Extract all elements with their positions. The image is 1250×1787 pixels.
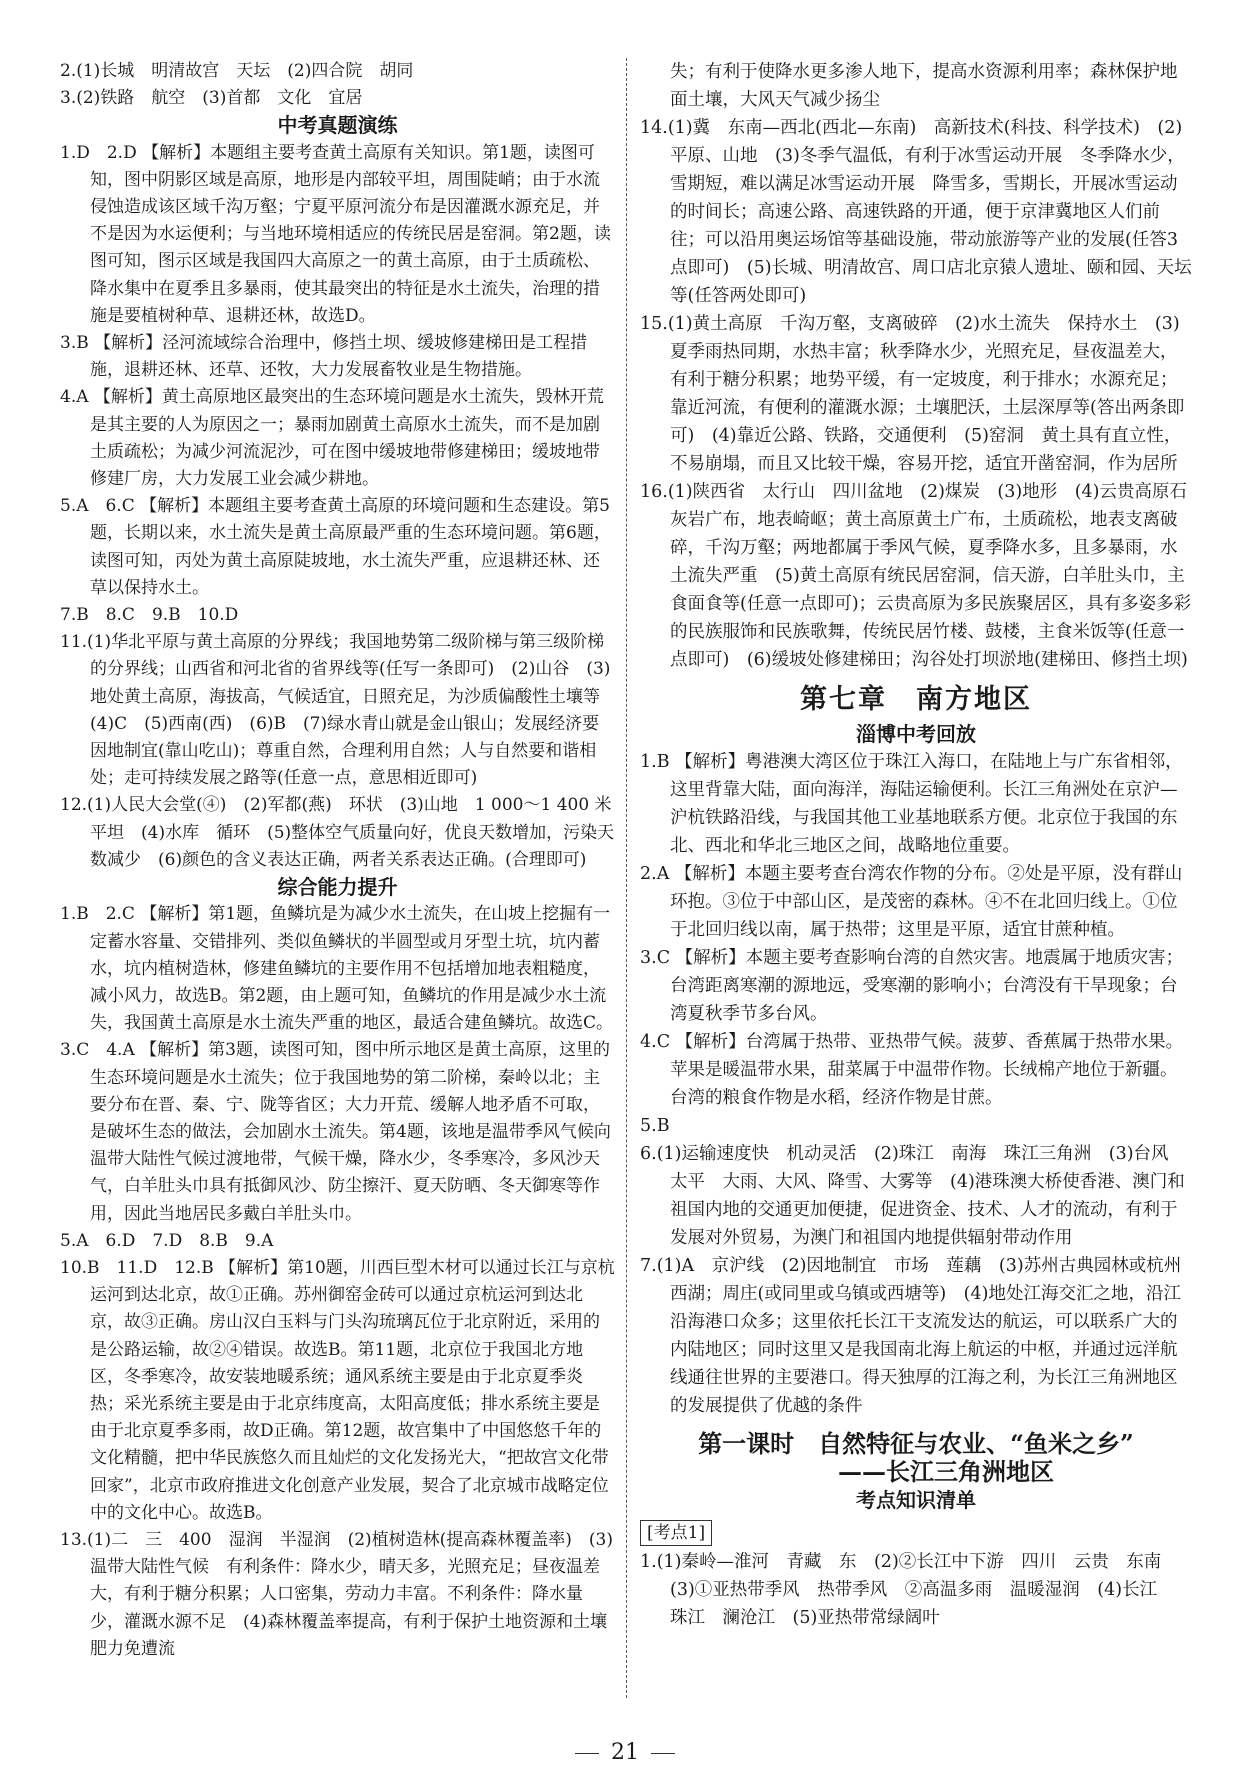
column-divider: [626, 58, 627, 1698]
answer-item: 3.C 【解析】本题主要考查影响台湾的自然灾害。地震属于地质灾害；台湾距离寒潮的源地远，受寒潮的影响小；台湾没有干旱现象；台湾夏秋季节多台风。: [640, 948, 1184, 1024]
answer-item: 11.(1)华北平原与黄土高原的分界线；我国地势第二级阶梯与第三级阶梯的分界线；山西省和河北省的省界线等(任写一条即可) (2)山谷 (3)地处黄土高原，海拔高，气候适宜，日照充足，为沙质偏酸性土壤等 (4)C (5)西南(西) (6)B (7)绿水青山就是金山银山；发展经济要因地制宜(靠山吃山)；尊重自然，合理利用自然；人与自然要和谐相处；走可持续发展之路等(任意一点，意思相近即可): [60, 632, 617, 789]
left-column: [60, 58, 629, 1663]
section-heading: 综合能力提升: [277, 875, 398, 900]
answer-item: 1.B 【解析】粤港澳大湾区位于珠江入海口，在陆地上与广东省相邻，这里背靠大陆，面向海洋，海陆运输便利。长江三角洲处在京沪—沪杭铁路沿线，与我国其他工业基地联系方便。北京位于我国的东北、西北和华北三地区之间，战略地位重要。: [640, 752, 1183, 856]
page-number: [0, 1740, 1250, 1765]
answer-item: 5.A 6.C 【解析】本题组主要考查黄土高原的环境问题和生态建设。第5题，长期以来，水土流失是黄土高原最严重的生态环境问题。第6题，读图可知，丙处为黄土高原陡坡地，水土流失严重，应退耕还林、还草以保持水土。: [60, 496, 611, 598]
answer-item: 5.B: [640, 1116, 670, 1136]
answer-item: 4.C 【解析】台湾属于热带、亚热带气候。菠萝、香蕉属于热带水果。苹果是暖温带水果，甜菜属于中温带作物。长绒棉产地位于新疆。台湾的粮食作物是水稻，经济作物是甘蔗。: [640, 1032, 1184, 1108]
dash-right: [651, 1753, 675, 1754]
answer-item: 1.D 2.D 【解析】本题组主要考查黄土高原有关知识。第1题，读图可知，图中阴影区域是高原，地形是内部较平坦，周围陡峭；由于水流侵蚀造成该区域千沟万壑；宁夏平原河流分布是因灌溉水源充足，并不是因为水运便利；与当地环境相适应的传统民居是窑洞。第2题，读图可知，图示区域是我国四大高原之一的黄土高原，由于土质疏松、降水集中在夏季且多暴雨，使其最突出的特征是水土流失，治理的措施是要植树种草、退耕还林，故选D。: [60, 142, 611, 326]
answer-item: 7.B 8.C 9.B 10.D: [60, 605, 239, 626]
chapter-title: 第七章 南方地区: [800, 684, 1032, 715]
section-heading: 考点知识清单: [856, 1488, 976, 1512]
answer-item: 16.(1)陕西省 太行山 四川盆地 (2)煤炭 (3)地形 (4)云贵高原石灰岩广布，地表崎岖；黄土高原黄土广布，土质疏松，地表支离破碎，千沟万壑；两地都属于季风气候，夏季降水多，且多暴雨，水土流失严重 (5)黄土高原有统民居窑洞，信天游，白羊肚头巾，主食面食等(任意一点即可)；云贵高原为多民族聚居区，具有多姿多彩的民族服饰和民族歌舞，传统民居竹楼、鼓楼，主食米饭等(任意一点即可) (6)缓坡处修建梯田；沟谷处打坝淤地(建梯田、修挡土坝): [640, 482, 1192, 670]
answer-item: 12.(1)人民大会堂(④) (2)军都(燕) 环状 (3)山地 1 000～1 400 米 平坦 (4)水库 循环 (5)整体空气质量向好，优良天数增加，污染天数减少 (6)颜色的含义表达正确，两者关系表达正确。(合理即可): [60, 795, 629, 870]
answer-item: 1.(1)秦岭—淮河 青藏 东 (2)②长江中下游 四川 云贵 东南 (3)①亚热带季风 热带季风 ②高温多雨 温暖湿润 (4)长江 珠江 澜沧江 (5)亚热带常绿阔叶: [640, 1552, 1179, 1628]
dash-left: [575, 1753, 599, 1754]
answer-item: 2.(1)长城 明清故宫 天坛 (2)四合院 胡同: [60, 61, 414, 81]
lesson-title: 第一课时 自然特征与农业、“鱼米之乡”: [698, 1429, 1134, 1458]
right-column: [640, 58, 1192, 1632]
answer-item: 4.A 【解析】黄土高原地区最突出的生态环境问题是水土流失，毁林开荒是其主要的人为原因之一；暴雨加剧黄土高原水土流失，而不是加剧土质疏松；为减少河流泥沙，可在图中缓坡地带修建梯田；缓坡地带修建厂房，大力发展工业会减少耕地。: [60, 387, 604, 490]
answer-item: 3.(2)铁路 航空 (3)首都 文化 宜居: [60, 88, 363, 109]
answer-item: 3.C 4.A 【解析】第3题，读图可知，图中所示地区是黄土高原，这里的生态环境问题是水土流失；位于我国地势的第二阶梯，秦岭以北；主要分布在晋、秦、宁、陇等省区；大力开荒、缓解人地矛盾不可取，是破坏生态的做法，会加剧水土流失。第4题，该地是温带季风气候向温带大陆性气候过渡地带，气候干燥，降水少，冬季寒冷，多风沙天气，白羊肚头巾具有抵御风沙、防尘擦汗、夏天防晒、冬天御寒等作用，因此当地居民多戴白羊肚头巾。: [60, 1040, 611, 1224]
answer-item: 10.B 11.D 12.B 【解析】第10题，川西巨型木材可以通过长江与京杭运河到达北京，故①正确。苏州御窑金砖可以通过京杭运河到达北京，故③正确。房山汉白玉料与门头沟琉璃瓦位于北京附近，采用的是公路运输，故②④错误。故选B。第11题，北京位于我国北方地区，冬季寒冷，故安装地暖系统；通风系统主要是由于北京夏季炎热；采光系统主要是由于北京纬度高，太阳高度低；排水系统主要是由于北京夏季多雨，故D正确。第12题，故宫集中了中国悠悠千年的文化精髓，把中华民族悠久而且灿烂的文化发扬光大，“把故宫文化带回家”，北京市政府推进文化创意产业发展，契合了北京城市战略定位中的文化中心。故选B。: [60, 1257, 615, 1523]
lesson-subtitle: ——长江三角洲地区: [838, 1457, 1054, 1486]
answer-item: 6.(1)运输速度快 机动灵活 (2)珠江 南海 珠江三角洲 (3)台风 太平 大雨、大风、降雪、大雾等 (4)港珠澳大桥使香港、澳门和祖国内地的交通更加便捷，促进资金、技术、人才的流动，有利于发展对外贸易，为澳门和祖国内地提供辐射带动作用: [640, 1144, 1187, 1248]
answer-item: 14.(1)冀 东南—西北(西北—东南) 高新技术(科技、科学技术) (2)平原、山地 (3)冬季气温低，有利于冰雪运动开展 冬季降水少，雪期短，难以满足冰雪运动开展 降雪多，雪期长，开展冰雪运动的时间长；高速公路、高速铁路的开通，便于京津冀地区人们前往；可以沿用奥运场馆等基础设施，带动旅游等产业的发展(任答3点即可) (5)长城、明清故宫、周口店北京猿人遗址、颐和园、天坛等(任答两处即可): [640, 118, 1192, 306]
kaodian-label: [考点1]: [640, 1520, 712, 1546]
answer-item: 13.(1)二 三 400 湿润 半湿润 (2)植树造林(提高森林覆盖率) (3)温带大陆性气候 有利条件：降水少，晴天多，光照充足；昼夜温差大，有利于糖分积累；人口密集，劳动力丰富。不利条件：降水量少，灌溉水源不足 (4)森林覆盖率提高，有利于保护土地资源和土壤肥力免遭流: [60, 1529, 613, 1659]
section-heading: 中考真题演练: [277, 113, 398, 138]
answer-item: 5.A 6.D 7.D 8.B 9.A: [60, 1230, 274, 1251]
page-number-text: 21: [611, 1740, 639, 1765]
answer-item: 1.B 2.C 【解析】第1题，鱼鳞坑是为减少水土流失，在山坡上挖掘有一定蓄水容量、交错排列、类似鱼鳞状的半圆型或月牙型土坑，坑内蓄水，坑内植树造林，修建鱼鳞坑的主要作用不包括增加地表粗糙度，减小风力，故选B。第2题，由上题可知，鱼鳞坑的作用是减少水土流失，我国黄土高原是水土流失严重的地区，最适合建鱼鳞坑。故选C。: [60, 904, 614, 1034]
answer-item: 15.(1)黄土高原 千沟万壑，支离破碎 (2)水土流失 保持水土 (3)夏季雨热同期，水热丰富；秋季降水少，光照充足，昼夜温差大，有利于糖分积累；地势平缓，有一定坡度，利于排水；水源充足；靠近河流，有便利的灌溉水源；土壤肥沃，土层深厚等(答出两条即可) (4)靠近公路、铁路，交通便利 (5)窑洞 黄土具有直立性，不易崩塌，而且又比较干燥，容易开挖，适宜开凿窑洞，作为居所: [640, 314, 1185, 474]
answer-item: 3.B 【解析】泾河流域综合治理中，修挡土坝、缓坡修建梯田是工程措施，退耕还林、还草、还牧，大力发展畜牧业是生物措施。: [60, 333, 588, 381]
answer-item: 7.(1)A 京沪线 (2)因地制宜 市场 莲藕 (3)苏州古典园林或杭州西湖；周庄(或同里或乌镇或西塘等) (4)地处江海交汇之地，沿江沿海港口众多；这里依托长江干支流发达的航运，可以联系广大的内陆地区；同时这里又是我国南北海上航运的中枢，并通过远洋航线通往世界的主要港口。得天独厚的江海之利，为长江三角洲地区的发展提供了优越的条件: [640, 1256, 1182, 1416]
section-heading: 淄博中考回放: [856, 722, 976, 746]
answer-continuation: 失；有利于使降水更多渗人地下，提高水资源利用率；森林保护地面土壤，大风天气减少扬尘: [670, 62, 1178, 110]
answer-item: 2.A 【解析】本题主要考查台湾农作物的分布。②处是平原，没有群山环抱。③位于中部山区，是茂密的森林。④不在北回归线上。①位于北回归线以南，属于热带；这里是平原，适宜甘蔗种植。: [640, 864, 1183, 940]
